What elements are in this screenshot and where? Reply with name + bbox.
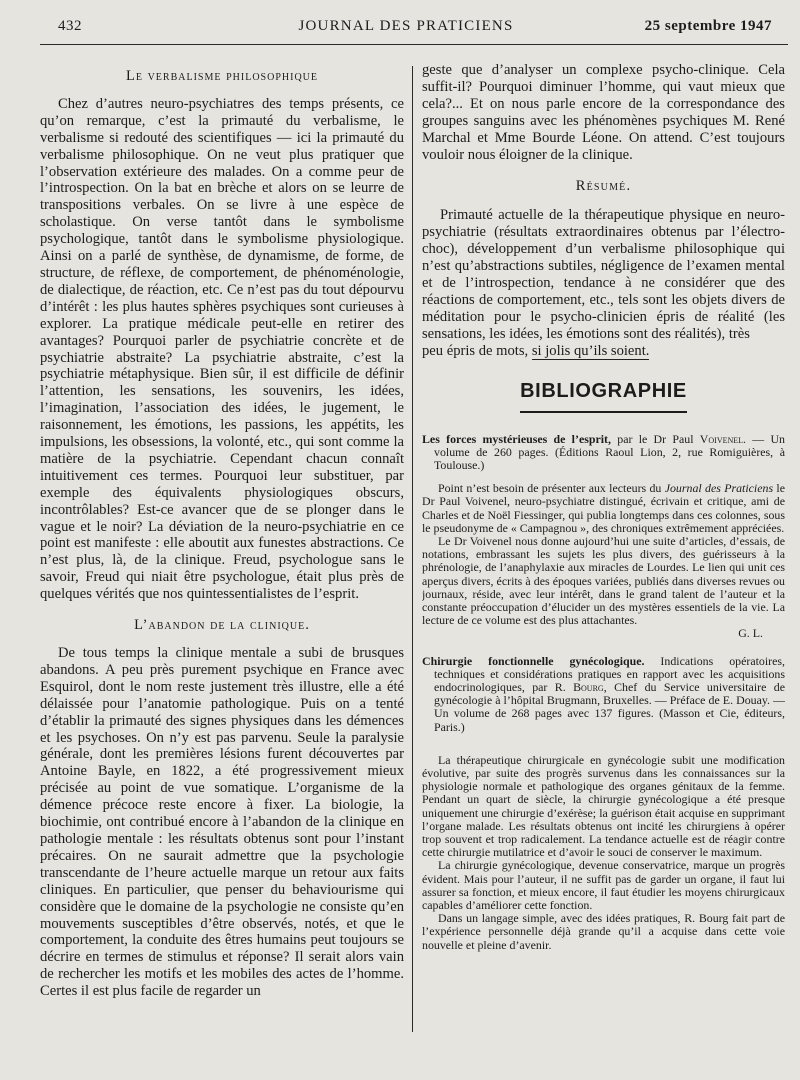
section-title-abandon: L’abandon de la clinique. — [134, 617, 310, 634]
resume-ending-text: peu épris de mots, — [422, 342, 532, 359]
review-paragraph: Le Dr Voivenel nous donne aujourd’hui une suite d’articles, d’essais, de notations, embrassant les sujets les plus divers, des guérisseurs à la phrénologie, de l’anaphylaxie aux miracles de Lourdes. Le lien qui unit ces aperçus divers, écrits à des époques variées, publiés dans diverses revues ou journaux, réside, avec leur intérêt, dans le grand talent de l’auteur et la constante préoccupation d’élucider un des mystères essentiels de la vie. La lecture de ce volume est des plus attachantes. — [422, 533, 785, 628]
book-entry-header — [422, 655, 785, 734]
review-paragraph: Dans un langage simple, avec des idées pratiques, R. Bourg fait part de l’expérience personnelle déjà grande qu’il a acquise dans cette voie nouvelle et pleine d’avenir. — [422, 911, 785, 952]
section-title-verbalisme: Le verbalisme philosophique — [126, 68, 318, 84]
page-header — [40, 18, 772, 40]
review-text-start: Point n’est besoin de présenter aux lecteurs du — [438, 481, 665, 496]
bibliography-title: BIBLIOGRAPHIE — [520, 380, 687, 413]
book-title: Chirurgie fonctionnelle gynécologique. — [422, 653, 645, 668]
bibliography-header — [422, 380, 785, 413]
book-title: Les forces mystérieuses de l’esprit, — [422, 431, 611, 446]
review-paragraph: La thérapeutique chirurgicale en gynécologie subit une modification évolutive, par suite des progrès survenus dans les connaissances sur la physiologie normale et pathologique des organes génitaux de la femme. Pendant un quart de siècle, la chirurgie gynécologique a été presque uniquement une chirurgie d’exérèse; la guérison était acquise en supprimant l’organe malade. Les résultats obtenus ont incité les chirurgiens à opérer trop souvent et trop radicalement. La tendance actuelle est de réagir contre cette chirurgie mutilatrice et d’avoir le souci de conserver le maximum. — [422, 752, 785, 860]
continuation-paragraph: geste que d’analyser un complexe psycho-clinique. Cela suffit-il? Pourquoi diminuer l’homme, qui vaut mieux que cela?... Et on nous parle encore de la correspondance des groupes sanguins avec les phénomènes psychiques M. René Marchal et Mme Bourde Léone. On attend. C’est toujours vouloir nous éloigner de la clinique. — [422, 62, 785, 163]
section-paragraph-verbalisme: Chez d’autres neuro-psychiatres des temps présents, ce qu’on remarque, c’est la primauté du verbalisme, le verbalisme si redouté des scientifiques — ici la primauté du verbalisme philosophique. On ne veut plus pratiquer que l’observation extérieure des malades. On a comme peur de l’introspection. On la bat en brèche et alors on se leurre de transpositions verbales. On se livre à une espèce de scholastique. On verse tantôt dans le symbolisme psychologique, tantôt dans le symbolisme physiologique. Ainsi on a parlé de synthèse, de dynamisme, de forme, de structure, de réflexe, de comportement, de phénoménologie, de dialectique, de réaction, etc. Ce n’est pas du tout dépourvu d’intérêt : les plus hautes sphères psychiques sont curieuses à explorer. La pratique médicale peut-elle en retirer des avantages? Pourquoi parler de psychiatrie concrète et de psychiatrie abstraite? La psychiatrie abstraite, c’est la psychiatrie métaphysique. Bien sûr, il est difficile de définir l’attention, les sensations, les souvenirs, les idées, l’imagination, l’association des idées, le jugement, le raisonnement, les émotions, les passions, les appétits, les impulsions, les obsessions, la volonté, etc., qui sont comme la matière de la psychiatrie. Cependant chacun connaît intuitivement ces termes. Pourquoi leur substituer, par exemple des équivalents physiologiques obscurs, incontrôlables? Est-ce avancer que de se plonger dans le vague et le noir? La déviation de la neuro-psychiatrie en ce point est manifeste : elle aboutit aux funestes abstractions. Ce n’est plus, là, de la clinique. Freud, psychologue sans le savoir, Freud qui niait être psychologue, était plus près de quelques vérités que nos quintessentialistes de l’esprit. — [40, 95, 404, 603]
book-author: Voivenel — [699, 431, 744, 446]
book-details: Indications opératoires, techniques et considérations pratiques en rapport avec les acquisitions endocrinologiques, par R. — [434, 653, 785, 694]
bibliography-entries — [422, 433, 785, 952]
book-entry-header — [422, 433, 785, 473]
resume-ending — [422, 343, 785, 360]
issue-date: 25 septembre 1947 — [644, 18, 772, 34]
journal-title: JOURNAL DES PRATICIENS — [298, 18, 514, 34]
review-signature: G. L. — [738, 626, 763, 641]
review-text-rest: le Dr Paul Voivenel, neuro-psychiatre distingué, écrivain et critique, ami de Charles et de Noël Fiessinger, qui publia longtemps dans ces colonnes, sous le pseudonyme de « Campagnou », des chroniques extrêmement appréciées. — [422, 481, 785, 535]
column-separator — [412, 66, 413, 1032]
resume-paragraph: Primauté actuelle de la thérapeutique physique en neuro-psychiatrie (résultats extraordinaires obtenus par l’électro-choc), développement d’un verbalisme philosophique qui n’est qu’abstractions subtiles, négligence de l’examen mental et de l’introspection, tendance à ne considérer que des réactions de comportement, etc., tels sont les objets divers de méditation pour le psycho-clinicien épris de réalité (les sensations, les idées, les émotions sont des réalités), très — [422, 207, 785, 342]
book-details: , Chef du Service universitaire de gynécologie à l’hôpital Brugmann, Bruxelles. — Préface de E. Douay. — Un volume de 268 pages avec 137 figures. (Masson et Cie, éditeurs, Paris.) — [434, 679, 785, 734]
review-paragraph: La chirurgie gynécologique, devenue conservatrice, marque un progrès évident. Mais pour l’auteur, il ne suffit pas de garder un organe, il faut lui assurer sa fonction, et mieux encore, il faut étudier les moyens chirurgicaux capables d’améliorer cette fonction. — [422, 858, 785, 912]
left-column — [40, 62, 404, 1000]
resume-title: Résumé. — [575, 178, 632, 195]
right-column — [422, 62, 785, 952]
book-author: Bourg — [573, 679, 604, 694]
book-details: . — Un volume de 260 pages. (Éditions Raoul Lion, 2, rue Romiguières, à Toulouse.) — [434, 431, 785, 472]
book-author-prefix: par le Dr Paul — [610, 431, 700, 446]
resume-ending-underlined: si jolis qu’ils soient. — [531, 342, 650, 359]
review-paragraph — [422, 482, 785, 535]
header-rule — [40, 44, 788, 45]
page-number: 432 — [58, 18, 82, 34]
section-paragraph-abandon: De tous temps la clinique mentale a subi de brusques abandons. A peu près purement psychique en France avec Esquirol, dont le nom reste justement très illustre, elle a été délaissée pour l’anatomie pathologique. Puis on a tenté d’établir la primauté des signes physiques dans les démences et les psychoses. On n’y est pas parvenu. Seule la paralysie générale, dont les premières lésions furent découvertes par Antoine Bayle, en 1822, a été progressivement mieux précisée au point de vue somatique. L’organisme de la démence précoce reste encore à fixer. La biologie, la biochimie, ont contribué encore à l’abandon de la clinique en pathologie mentale : les résultats obtenus sont pour l’instant précaires. On ne saurait admettre que la psychologie transcendante de l’heure actuelle marque un retour aux faits cliniques. En particulier, que penser du behaviourisme qui considère que le domaine de la psychologie ne consiste qu’en mouvements susceptibles d’être observés, notés, et que le comportement, la conduite des êtres humains peut toujours se décrire en termes de stimulus et réponse? Il serait alors vain de rechercher les motifs et les mobiles des actes de l’homme. Certes il est plus facile de regarder un — [40, 645, 404, 1000]
journal-name: Journal des Praticiens — [664, 481, 774, 496]
